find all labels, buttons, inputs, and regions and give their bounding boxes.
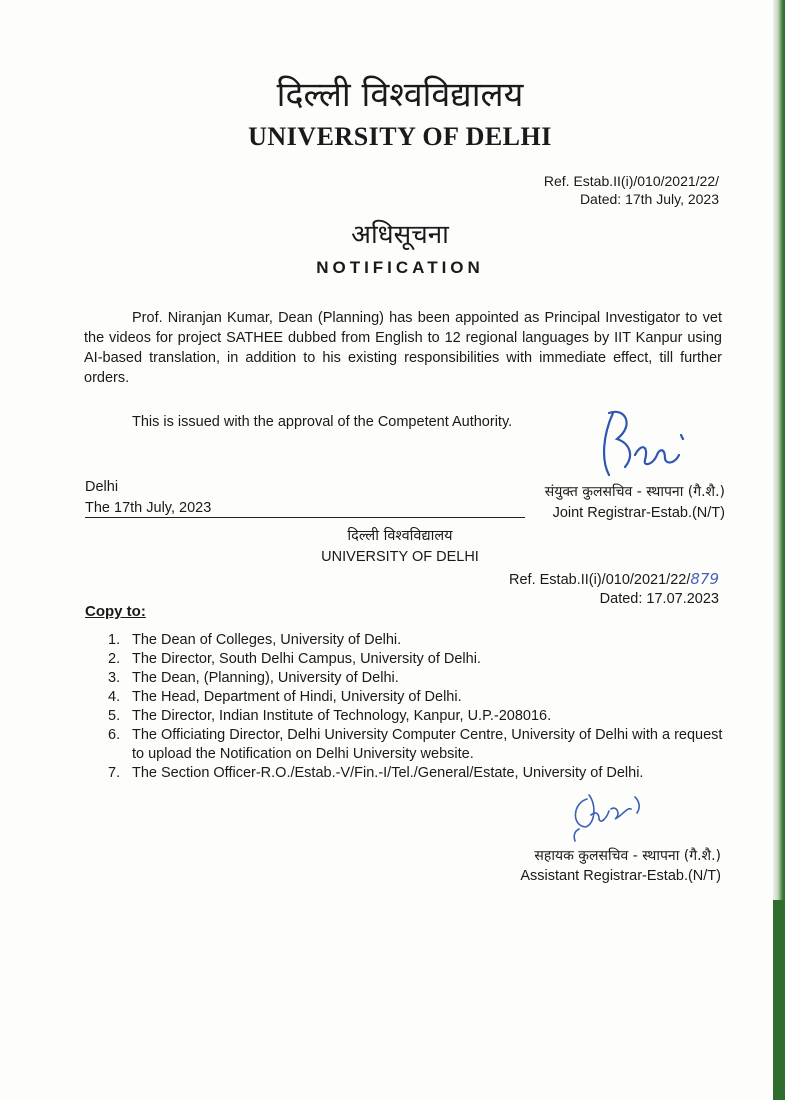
copy-to-item xyxy=(108,650,728,669)
copy-to-item-text: The Dean of Colleges, University of Delhi. xyxy=(132,632,402,648)
footer-reference-block xyxy=(509,570,719,609)
joint-registrar-title-hindi: संयुक्त कुलसचिव - स्थापना (गै.शै.) xyxy=(544,484,725,500)
handwritten-dispatch-number: 879 xyxy=(690,570,719,588)
copy-to-item xyxy=(108,688,728,707)
copy-to-item xyxy=(108,669,728,688)
copy-to-item-text: The Section Officer-R.O./Estab.-V/Fin.-I/Tel./General/Estate, University of Delhi. xyxy=(132,764,644,781)
copy-to-heading: Copy to: xyxy=(85,603,146,620)
footer-reference-line xyxy=(509,570,719,590)
footer-reference-date: Dated: 17.07.2023 xyxy=(599,591,719,607)
copy-to-list xyxy=(108,631,728,783)
copy-to-item-text: The Officiating Director, Delhi University Computer Centre, University of Delhi with a request to upload the Notification on Delhi University website. xyxy=(132,727,723,762)
joint-registrar-signature xyxy=(595,405,695,485)
copy-to-item-number: 1. xyxy=(108,632,121,648)
footer-university: UNIVERSITY OF DELHI xyxy=(321,549,479,565)
joint-registrar-title: Joint Registrar-Estab.(N/T) xyxy=(552,505,725,521)
copy-to-item-number: 7. xyxy=(108,764,121,781)
issue-place: Delhi xyxy=(85,479,119,495)
reference-date: Dated: 17th July, 2023 xyxy=(579,191,719,207)
university-name: UNIVERSITY OF DELHI xyxy=(248,122,552,151)
notification-title: NOTIFICATION xyxy=(316,258,484,277)
university-name-hindi: दिल्ली विश्वविद्यालय xyxy=(276,75,524,115)
copy-to-item-number: 3. xyxy=(108,670,121,686)
copy-to-item-text: The Head, Department of Hindi, University of Delhi. xyxy=(132,689,462,705)
notification-body: Prof. Niranjan Kumar, Dean (Planning) has been appointed as Principal Investigator to vet the videos for project SATHEE dubbed from English to 12 regional languages by IIT Kanpur using AI-based translation, in addition to his existing responsibilities with immediate effect, till further orders. xyxy=(84,310,722,386)
assistant-registrar-signature xyxy=(565,785,655,845)
copy-to-item xyxy=(108,726,728,763)
issue-date: The 17th July, 2023 xyxy=(85,500,525,518)
copy-to-item-number: 2. xyxy=(108,651,121,667)
copy-to-item-number: 5. xyxy=(108,708,121,724)
footer-reference-number: Ref. Estab.II(i)/010/2021/22/ xyxy=(509,572,691,588)
copy-to-item-text: The Director, Indian Institute of Technology, Kanpur, U.P.-208016. xyxy=(132,708,552,724)
copy-to-item xyxy=(108,764,728,783)
footer-university-hindi: दिल्ली विश्वविद्यालय xyxy=(347,528,453,544)
assistant-registrar-title: Assistant Registrar-Estab.(N/T) xyxy=(520,868,721,884)
reference-block xyxy=(544,172,719,208)
copy-to-item-text: The Director, South Delhi Campus, University of Delhi. xyxy=(132,651,481,667)
copy-to-item-number: 6. xyxy=(108,727,121,743)
copy-to-item xyxy=(108,707,728,726)
approval-statement: This is issued with the approval of the Competent Authority. xyxy=(132,414,513,430)
assistant-registrar-title-hindi: सहायक कुलसचिव - स्थापना (गै.शै.) xyxy=(534,848,721,864)
copy-to-item xyxy=(108,631,728,650)
scan-edge-shadow xyxy=(773,900,785,1100)
reference-number: Ref. Estab.II(i)/010/2021/22/ xyxy=(543,173,719,189)
notification-title-hindi: अधिसूचना xyxy=(351,220,449,250)
copy-to-item-text: The Dean, (Planning), University of Delhi. xyxy=(132,670,399,686)
copy-to-item-number: 4. xyxy=(108,689,121,705)
